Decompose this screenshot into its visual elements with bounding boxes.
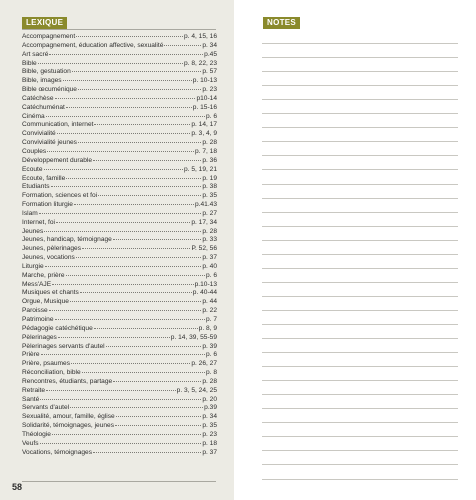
dot-leader	[106, 346, 202, 347]
page-number: 58	[12, 482, 23, 492]
note-line	[262, 395, 458, 409]
lexique-entry	[22, 263, 217, 272]
note-line	[262, 213, 458, 227]
note-line	[262, 100, 458, 114]
entry-term: Réconciliation, bible	[22, 369, 81, 377]
entry-term: Orgue, Musique	[22, 298, 69, 306]
entry-pages: p.39	[204, 404, 217, 412]
lexique-entry	[22, 404, 217, 413]
entry-pages: p. 17, 34	[191, 218, 217, 226]
entry-pages: p. 28	[202, 377, 217, 385]
entry-term: Bible, gestuation	[22, 68, 71, 76]
dot-leader	[46, 116, 205, 117]
lexique-entry	[22, 68, 217, 77]
dot-leader	[115, 425, 201, 426]
entry-term: Jeunes	[22, 227, 44, 235]
entry-pages: p. 26, 27	[191, 360, 217, 368]
note-line	[262, 255, 458, 269]
entry-pages: p. 8, 22, 23	[184, 59, 217, 67]
note-line	[262, 297, 458, 311]
lexique-entry	[22, 387, 217, 396]
lexique-entry	[22, 351, 217, 360]
lexique-entry	[22, 422, 217, 431]
lexique-entry	[22, 157, 217, 166]
note-line	[262, 269, 458, 283]
dot-leader	[38, 63, 183, 64]
dot-leader	[78, 89, 201, 90]
lexique-entry	[22, 343, 217, 352]
dot-leader	[58, 337, 170, 338]
lexique-entry	[22, 51, 217, 60]
entry-term: Convivialité jeunes	[22, 139, 77, 147]
entry-pages: p. 28	[202, 139, 217, 147]
note-line	[262, 86, 458, 100]
entry-pages: p. 20	[202, 395, 217, 403]
lexique-entry	[22, 219, 217, 228]
dot-leader	[44, 169, 183, 170]
entry-term: Sexualité, amour, famille, église	[22, 413, 115, 421]
entry-pages: p. 23	[202, 86, 217, 94]
entry-term: Islam	[22, 209, 38, 217]
entry-pages: p. 3, 4, 9	[191, 130, 217, 138]
entry-pages: p.10-13	[194, 280, 217, 288]
note-line	[262, 58, 458, 72]
dot-leader	[49, 54, 203, 55]
entry-pages: p. 15-16	[192, 103, 217, 111]
dot-leader	[74, 204, 194, 205]
entry-term: Bible	[22, 59, 37, 67]
lexique-entry	[22, 236, 217, 245]
entry-pages: p. 36	[202, 156, 217, 164]
entry-term: Bible œcuménique	[22, 86, 77, 94]
entry-pages: p. 8	[206, 369, 217, 377]
entry-term: Liturgie	[22, 262, 44, 270]
dot-leader	[94, 328, 198, 329]
note-line	[262, 437, 458, 451]
bottom-divider	[22, 481, 216, 482]
dot-leader	[57, 133, 191, 134]
lexique-page	[0, 0, 234, 500]
lexique-entry	[22, 130, 217, 139]
entry-term: Jeunes, handicap, témoignage	[22, 236, 112, 244]
lexique-entry	[22, 431, 217, 440]
entry-term: Prière	[22, 351, 40, 359]
note-line	[262, 44, 458, 58]
note-line	[262, 381, 458, 395]
dot-leader	[70, 301, 201, 302]
note-line	[262, 142, 458, 156]
note-line	[262, 325, 458, 339]
entry-term: Etudiants	[22, 183, 50, 191]
lexique-entry	[22, 272, 217, 281]
dot-leader	[76, 36, 183, 37]
lexique-entry	[22, 325, 217, 334]
dot-leader	[40, 443, 202, 444]
entry-term: Marche, prière	[22, 271, 65, 279]
entry-pages: p. 37	[202, 254, 217, 262]
lexique-entry	[22, 210, 217, 219]
top-divider	[22, 29, 216, 30]
lexique-entry	[22, 298, 217, 307]
lexique-entry	[22, 183, 217, 192]
lexique-entry	[22, 60, 217, 69]
lexique-entry	[22, 307, 217, 316]
notes-heading: NOTES	[263, 17, 300, 29]
entry-pages: p. 35	[202, 192, 217, 200]
dot-leader	[70, 407, 203, 408]
dot-leader	[78, 142, 201, 143]
lexique-list	[22, 33, 217, 458]
entry-term: Internet, foi	[22, 218, 55, 226]
entry-pages: p. 6	[206, 351, 217, 359]
note-line	[262, 128, 458, 142]
note-line	[262, 451, 458, 465]
dot-leader	[40, 399, 201, 400]
lexique-entry	[22, 42, 217, 51]
entry-pages: p. 57	[202, 68, 217, 76]
dot-leader	[39, 213, 202, 214]
entry-pages: p. 14, 17	[191, 121, 217, 129]
entry-term: Catéchuménat	[22, 103, 65, 111]
dot-leader	[71, 363, 190, 364]
lexique-entry	[22, 201, 217, 210]
lexique-entry	[22, 86, 217, 95]
entry-term: Mess'AJE	[22, 280, 52, 288]
entry-pages: p. 14, 39, 55-59	[170, 333, 217, 341]
dot-leader	[47, 151, 194, 152]
entry-pages: p. 38	[202, 183, 217, 191]
entry-term: Cinéma	[22, 112, 45, 120]
dot-leader	[52, 284, 194, 285]
dot-leader	[51, 186, 202, 187]
dot-leader	[98, 195, 201, 196]
entry-term: Ecoute	[22, 165, 43, 173]
entry-pages: p. 28	[202, 227, 217, 235]
lexique-entry	[22, 77, 217, 86]
entry-term: Catéchèse	[22, 94, 54, 102]
entry-term: Patrimoine	[22, 316, 54, 323]
lexique-entry	[22, 334, 217, 343]
lexique-entry	[22, 228, 217, 237]
note-line	[262, 241, 458, 255]
lexique-entry	[22, 175, 217, 184]
entry-pages: P. 52, 56	[191, 245, 217, 253]
entry-term: Ecoute, famille	[22, 174, 66, 182]
entry-pages: p.45	[204, 50, 217, 58]
dot-leader	[56, 222, 190, 223]
entry-term: Formation, sciences et foi	[22, 192, 98, 200]
entry-term: Bible, images	[22, 77, 62, 85]
entry-pages: p. 19	[202, 174, 217, 182]
note-line	[262, 283, 458, 297]
entry-term: Retraite	[22, 386, 46, 394]
note-line	[262, 156, 458, 170]
entry-pages: p. 18	[202, 439, 217, 447]
dot-leader	[93, 452, 201, 453]
lexique-entry	[22, 316, 217, 325]
dot-leader	[80, 292, 192, 293]
dot-leader	[55, 98, 196, 99]
entry-term: Paroisse	[22, 307, 48, 315]
entry-term: Pédagogie catéchétique	[22, 324, 93, 332]
lexique-entry	[22, 369, 217, 378]
dot-leader	[66, 275, 205, 276]
entry-term: Convivialité	[22, 130, 56, 138]
lexique-entry	[22, 192, 217, 201]
dot-leader	[116, 416, 202, 417]
entry-term: Développement durable	[22, 156, 93, 164]
entry-term: Couples	[22, 147, 47, 155]
entry-term: Formation liturgie	[22, 201, 73, 209]
lexique-entry	[22, 378, 217, 387]
lexique-entry	[22, 360, 217, 369]
entry-pages: p. 34	[202, 413, 217, 421]
dot-leader	[55, 319, 205, 320]
dot-leader	[41, 354, 205, 355]
entry-pages: p. 7, 18	[195, 147, 217, 155]
entry-pages: p. 6	[206, 112, 217, 120]
entry-pages: p. 8, 9	[198, 324, 217, 332]
dot-leader	[66, 178, 201, 179]
lexique-entry	[22, 139, 217, 148]
entry-pages: p. 22	[202, 307, 217, 315]
dot-leader	[44, 231, 201, 232]
entry-term: Pèlerinages servants d'autel	[22, 342, 105, 350]
note-line	[262, 339, 458, 353]
lexique-entry	[22, 33, 217, 42]
lexique-entry	[22, 289, 217, 298]
lexique-entry	[22, 148, 217, 157]
note-line	[262, 367, 458, 381]
entry-term: Accompagnement, éducation affective, sexualité	[22, 41, 164, 49]
lexique-entry	[22, 95, 217, 104]
dot-leader	[113, 381, 201, 382]
entry-term: Musiques et chants	[22, 289, 79, 297]
entry-term: Accompagnement	[22, 33, 76, 40]
entry-term: Art sacré	[22, 50, 49, 58]
entry-pages: p. 27	[202, 209, 217, 217]
dot-leader	[93, 160, 201, 161]
entry-term: Communication, internet	[22, 121, 94, 129]
dot-leader	[66, 107, 192, 108]
dot-leader	[94, 124, 190, 125]
note-line	[262, 423, 458, 437]
dot-leader	[76, 257, 202, 258]
entry-term: Prière, psaumes	[22, 360, 71, 368]
lexique-entry	[22, 121, 217, 130]
entry-term: Jeunes, pèlerinages	[22, 245, 82, 253]
dot-leader	[45, 266, 202, 267]
entry-pages: p. 6	[206, 271, 217, 279]
entry-pages: p.41.43	[195, 201, 217, 209]
entry-term: Théologie	[22, 430, 51, 438]
lexique-heading: LEXIQUE	[22, 17, 67, 29]
note-line	[262, 72, 458, 86]
entry-pages: p. 35	[202, 422, 217, 430]
entry-term: Servants d'autel	[22, 404, 70, 412]
entry-pages: p. 34	[202, 41, 217, 49]
entry-pages: p. 37	[202, 448, 217, 456]
dot-leader	[46, 390, 176, 391]
entry-pages: p. 33	[202, 236, 217, 244]
entry-term: Solidarité, témoignages, jeunes	[22, 422, 115, 430]
lexique-entry	[22, 254, 217, 263]
lexique-entry	[22, 166, 217, 175]
note-line	[262, 185, 458, 199]
entry-term: Veufs	[22, 439, 39, 447]
dot-leader	[82, 372, 205, 373]
entry-pages: p. 3, 5, 24, 25	[176, 386, 217, 394]
notes-lines	[262, 30, 458, 480]
note-line	[262, 311, 458, 325]
note-line	[262, 227, 458, 241]
note-line	[262, 409, 458, 423]
entry-pages: p. 5, 19, 21	[184, 165, 217, 173]
note-line	[262, 199, 458, 213]
note-line	[262, 30, 458, 44]
entry-term: Rencontres, étudiants, partage	[22, 377, 113, 385]
dot-leader	[164, 45, 201, 46]
note-line	[262, 114, 458, 128]
lexique-entry	[22, 245, 217, 254]
entry-pages: p. 39	[202, 342, 217, 350]
note-line	[262, 465, 458, 479]
entry-term: Vocations, témoignages	[22, 448, 93, 456]
entry-term: Santé	[22, 395, 40, 403]
lexique-entry	[22, 449, 217, 458]
entry-term: Pèlerinages	[22, 333, 57, 341]
notes-page	[240, 0, 476, 500]
lexique-entry	[22, 281, 217, 290]
entry-pages: p. 44	[202, 298, 217, 306]
dot-leader	[49, 310, 202, 311]
lexique-entry	[22, 113, 217, 122]
dot-leader	[72, 71, 202, 72]
dot-leader	[82, 248, 190, 249]
entry-term: Jeunes, vocations	[22, 254, 75, 262]
lexique-entry	[22, 396, 217, 405]
entry-pages: p. 40	[202, 262, 217, 270]
entry-pages: p. 40-44	[192, 289, 217, 297]
entry-pages: p10-14	[196, 94, 217, 102]
note-line	[262, 170, 458, 184]
lexique-entry	[22, 104, 217, 113]
lexique-entry	[22, 413, 217, 422]
lexique-entry	[22, 440, 217, 449]
dot-leader	[63, 80, 192, 81]
entry-pages: p. 7	[206, 316, 217, 323]
dot-leader	[52, 434, 201, 435]
entry-pages: p. 23	[202, 430, 217, 438]
entry-pages: p. 10-13	[192, 77, 217, 85]
entry-pages: p. 4, 15, 16	[184, 33, 217, 40]
note-line	[262, 353, 458, 367]
dot-leader	[113, 239, 202, 240]
